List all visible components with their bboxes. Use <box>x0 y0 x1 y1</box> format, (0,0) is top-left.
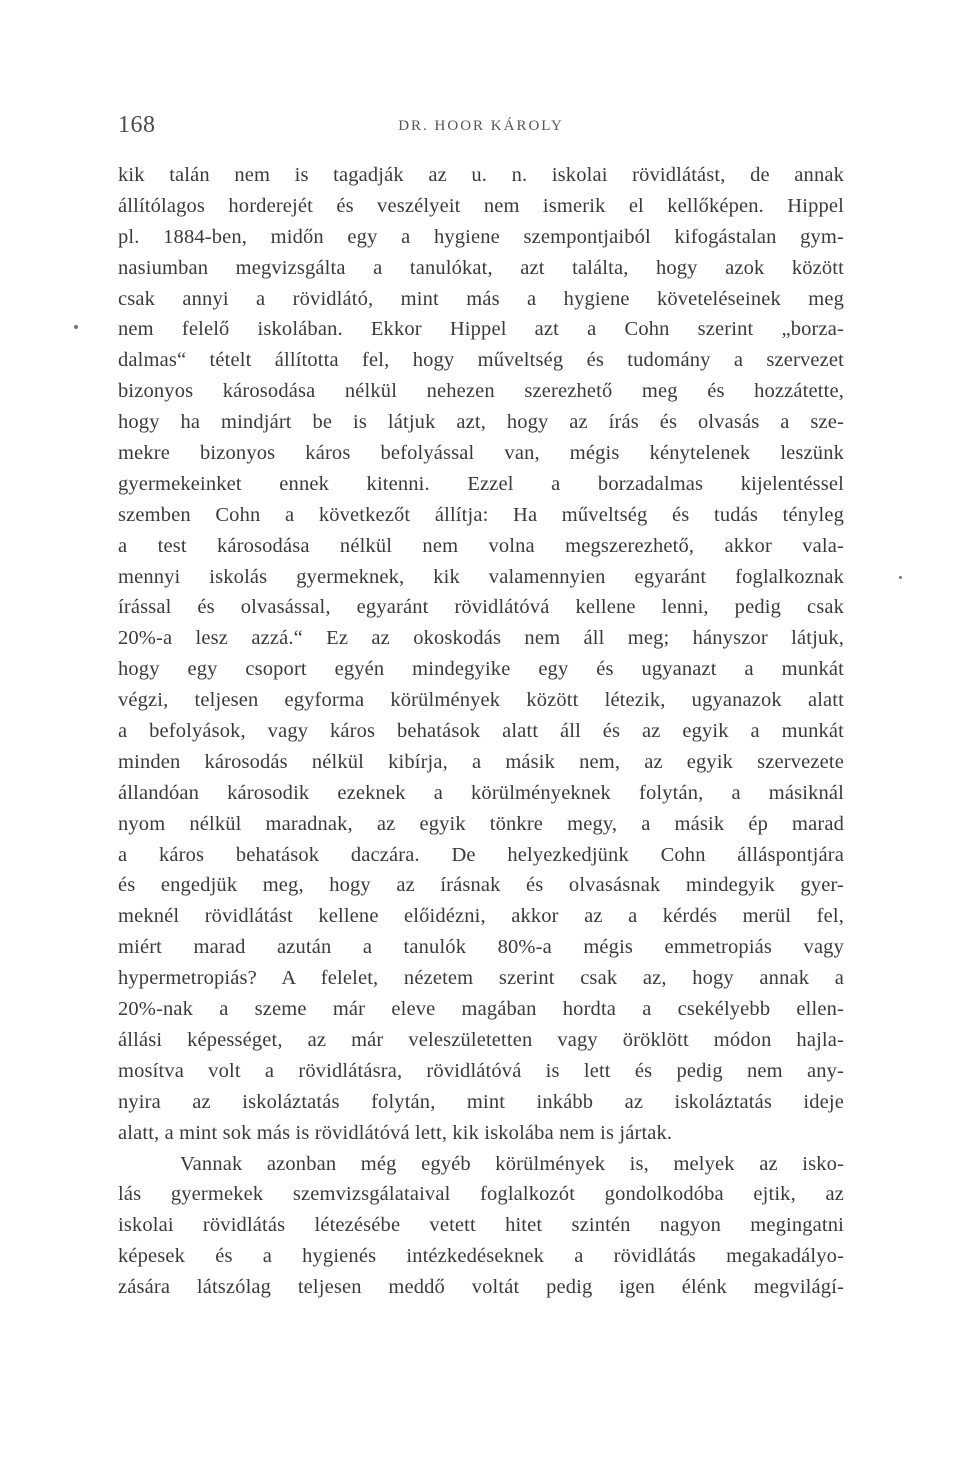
text-line: állandóan károsodik ezeknek a körülményeknek folytán, a másiknál <box>118 781 844 804</box>
text-line: alatt, a mint sok más is rövidlátóvá lett, kik iskolába nem is jártak. <box>118 1121 673 1144</box>
text-line: kik talán nem is tagadják az u. n. iskolai rövidlátást, de annak <box>118 164 844 186</box>
text-line: nem felelő iskolában. Ekkor Hippel azt a Cohn szerint „borza- <box>118 318 844 341</box>
text-line: képesek és a hygienés intézkedéseknek a rövidlátás megakadályo- <box>118 1245 844 1268</box>
text-line: csak annyi a rövidlátó, mint más a hygiene követeléseinek meg <box>118 287 844 310</box>
text-line: és engedjük meg, hogy az írásnak és olvasásnak mindegyik gyer- <box>118 874 844 897</box>
text-line: Vannak azonban még egyéb körülmények is, melyek az isko- <box>180 1152 844 1175</box>
margin-speck <box>899 576 902 579</box>
text-line: bizonyos károsodása nélkül nehezen szerezhető meg és hozzátette, <box>118 380 844 403</box>
text-line: lás gyermekek szemvizsgálataival foglalkozót gondolkodóba ejtik, az <box>118 1183 844 1206</box>
text-line: meknél rövidlátást kellene előidézni, akkor az a kérdés merül fel, <box>118 905 844 928</box>
text-line: nyom nélkül maradnak, az egyik tönkre megy, a másik ép marad <box>118 812 844 835</box>
text-line: állítólagos horderejét és veszélyeit nem ismerik el kellőképen. Hippel <box>118 194 844 217</box>
text-line: állási képességet, az már veleszületetten vagy öröklött módon hajla- <box>118 1028 844 1051</box>
margin-speck <box>74 325 78 329</box>
text-line: a test károsodása nélkül nem volna megszerezhető, akkor vala- <box>118 534 844 557</box>
text-line: hogy ha mindjárt be is látjuk azt, hogy az írás és olvasás a sze- <box>118 411 844 434</box>
text-line: mekre bizonyos káros befolyással van, mégis kénytelenek leszünk <box>118 442 844 465</box>
text-line: mennyi iskolás gyermeknek, kik valamennyien egyaránt foglalkoznak <box>118 565 844 588</box>
running-head <box>118 112 844 142</box>
text-line: a befolyások, vagy káros behatások alatt áll és az egyik a munkát <box>118 720 844 743</box>
text-line: nasiumban megvizsgálta a tanulókat, azt találta, hogy azok között <box>118 256 844 279</box>
text-line: szemben Cohn a következőt állítja: Ha műveltség és tudás tényleg <box>118 503 844 526</box>
text-line: zására látszólag teljesen meddő voltát pedig igen élénk megvilágí- <box>118 1276 844 1299</box>
text-line: írással és olvasással, egyaránt rövidlátóvá kellene lenni, pedig csak <box>118 596 844 619</box>
text-line: végzi, teljesen egyforma körülmények között létezik, ugyanazok alatt <box>118 689 844 712</box>
text-line: nyira az iskoláztatás folytán, mint inkább az iskoláztatás ideje <box>118 1090 844 1113</box>
text-line: 20%-nak a szeme már eleve magában hordta a csekélyebb ellen- <box>118 998 844 1021</box>
text-line: hypermetropiás? A felelet, nézetem szerint csak az, hogy annak a <box>118 967 844 990</box>
text-line: a káros behatások daczára. De helyezkedjünk Cohn álláspontjára <box>118 843 844 866</box>
text-line: dalmas“ tételt állította fel, hogy műveltség és tudomány a szervezet <box>118 349 844 372</box>
text-line: pl. 1884-ben, midőn egy a hygiene szempontjaiból kifogástalan gym- <box>118 225 844 248</box>
text-line: miért marad azután a tanulók 80%-a mégis emmetropiás vagy <box>118 936 844 959</box>
text-line: gyermekeinket ennek kitenni. Ezzel a borzadalmas kijelentéssel <box>118 472 844 495</box>
body-text <box>118 160 844 1303</box>
page-number: 168 <box>118 112 156 138</box>
text-line: hogy egy csoport egyén mindegyike egy és ugyanazt a munkát <box>118 658 844 681</box>
text-line: mosítva volt a rövidlátásra, rövidlátóvá is lett és pedig nem any- <box>118 1059 844 1082</box>
text-line: minden károsodás nélkül kibírja, a másik nem, az egyik szervezete <box>118 750 844 773</box>
text-line: 20%-a lesz azzá.“ Ez az okoskodás nem áll meg; hányszor látjuk, <box>118 627 844 650</box>
running-title: DR. HOOR KÁROLY <box>398 118 564 134</box>
text-line: iskolai rövidlátás létezésébe vetett hitet szintén nagyon megingatni <box>118 1214 844 1237</box>
